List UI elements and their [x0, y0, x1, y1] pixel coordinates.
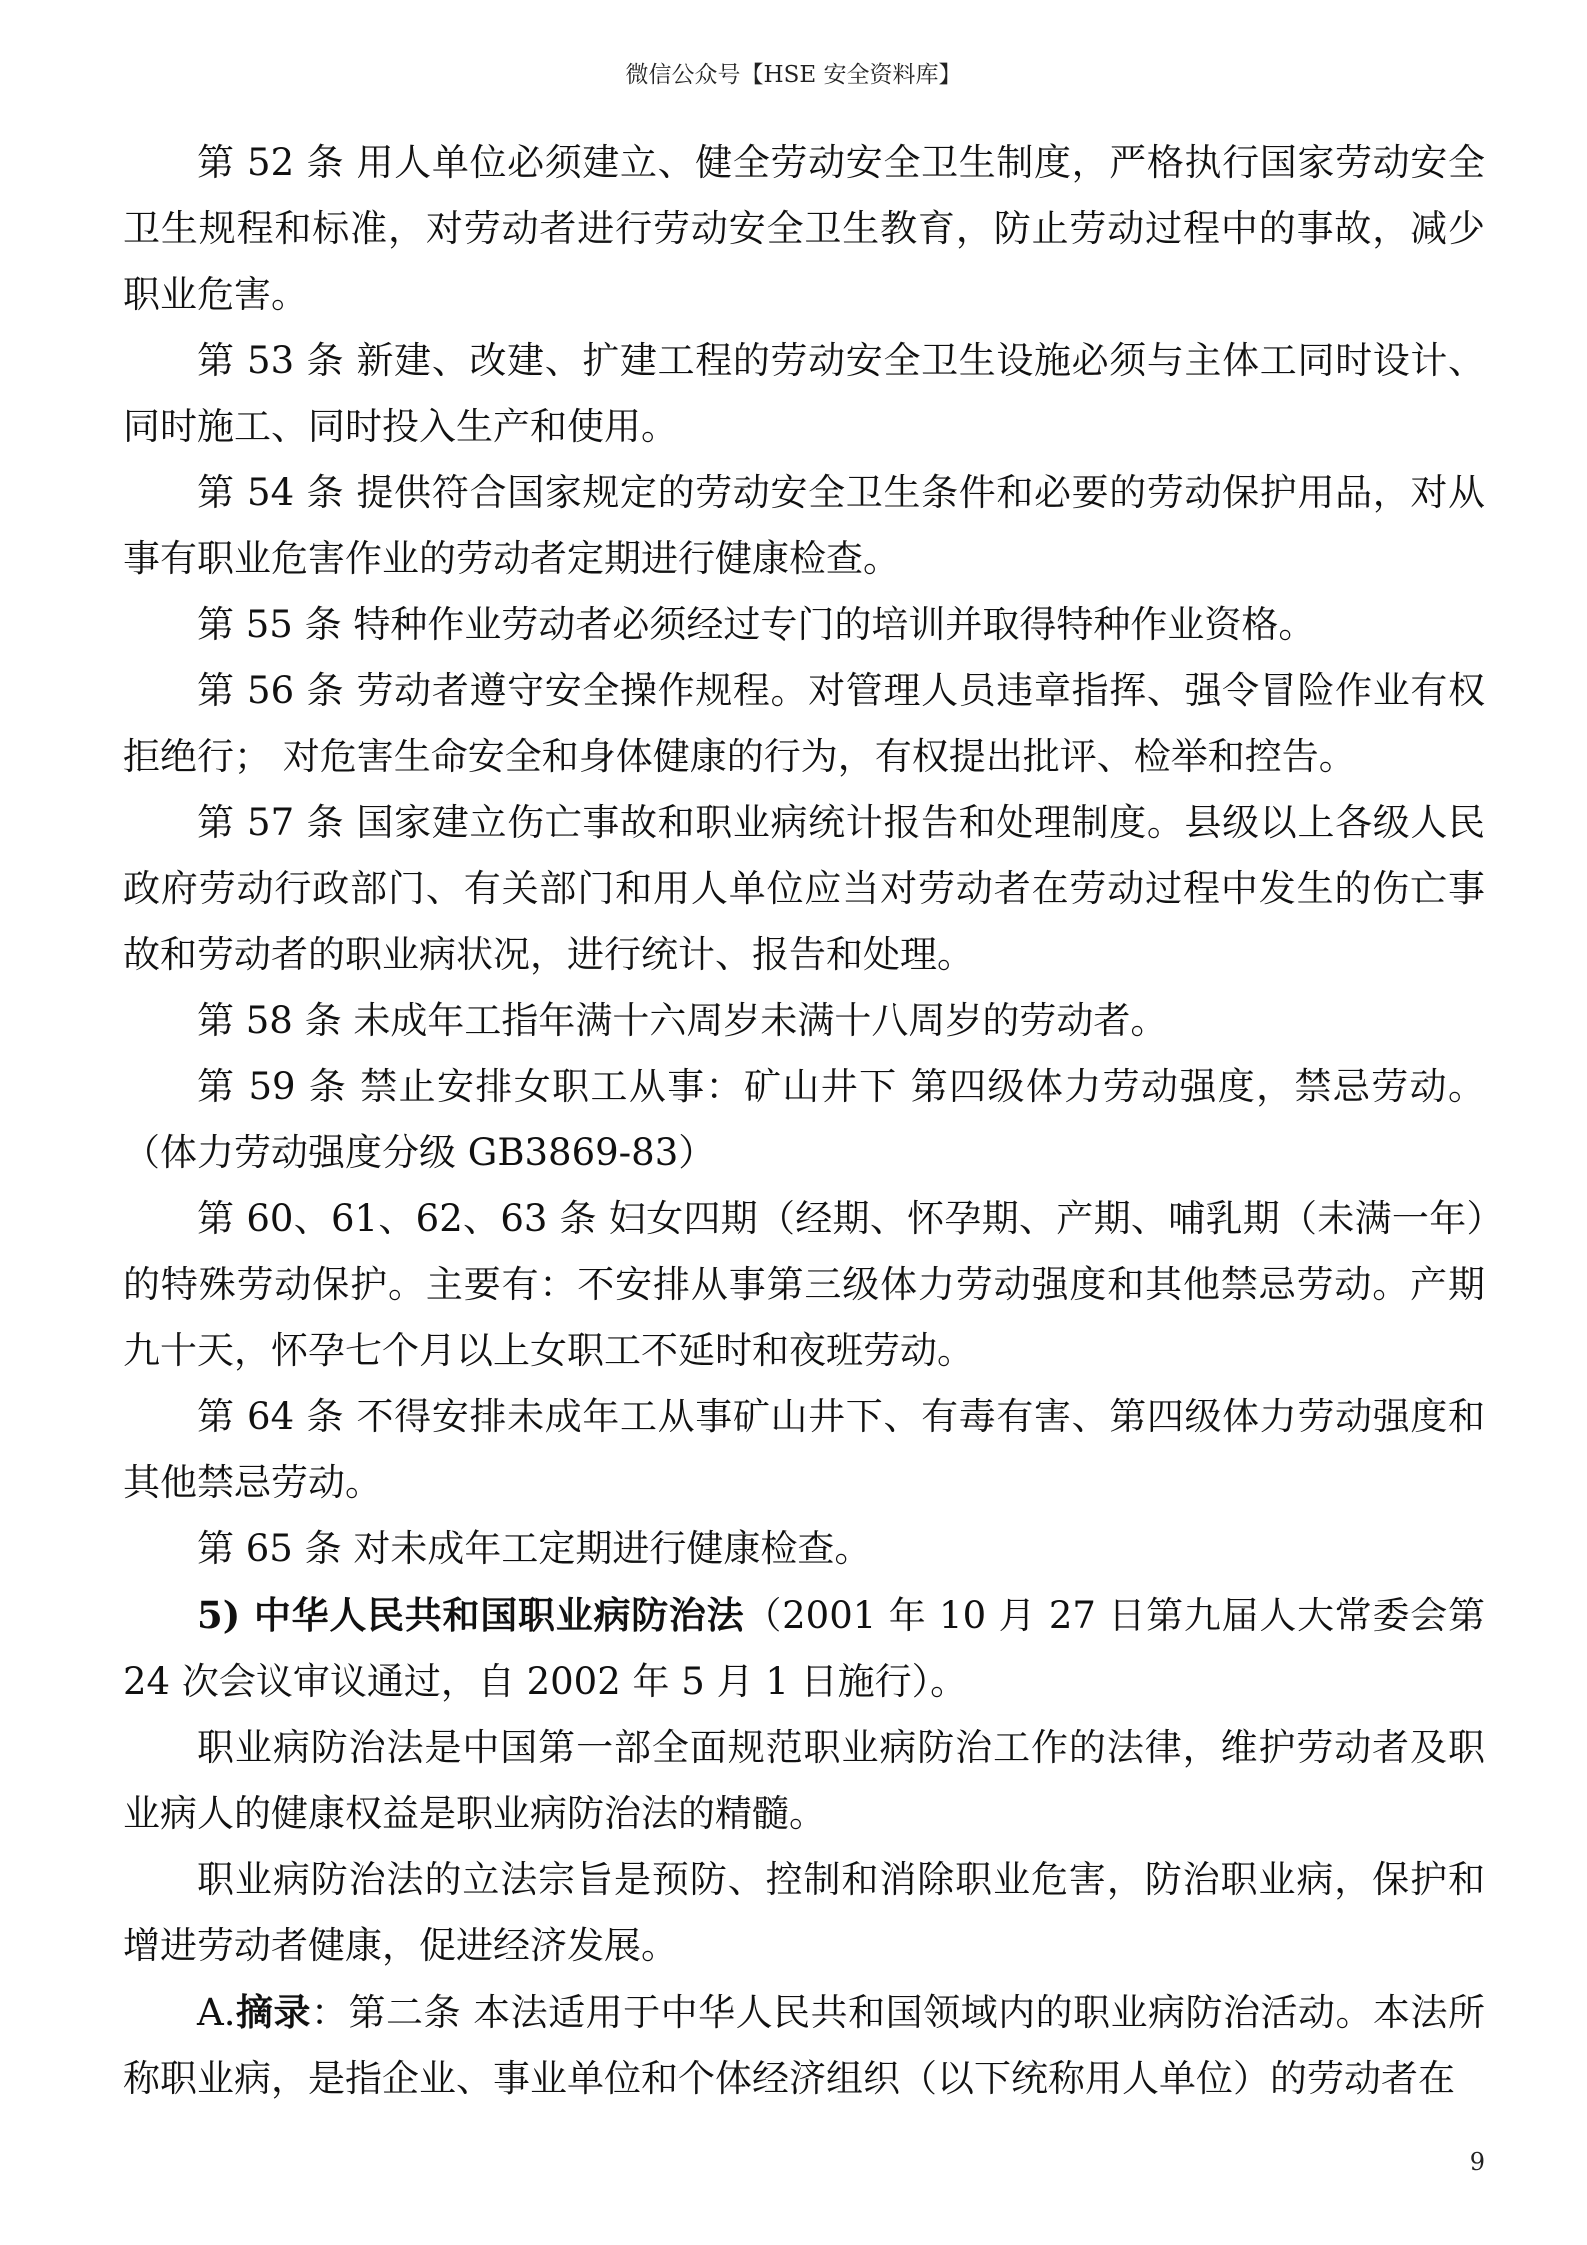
paragraph-text: ：第二条 本法适用于中华人民共和国领域内的职业病防治活动。本法所称职业病，是指企业、事业单位和个体经济组织（以下统称用人单位）的劳动者在 [123, 1991, 1486, 2100]
paragraph-text: 第 54 条 提供符合国家规定的劳动安全卫生条件和必要的劳动保护用品，对从事有职业危害作业的劳动者定期进行健康检查。 [123, 471, 1485, 580]
document-body [123, 130, 1485, 2112]
article-54 [123, 460, 1485, 592]
article-56 [123, 658, 1485, 790]
article-60-63 [123, 1186, 1485, 1384]
paragraph-text: 第 53 条 新建、改建、扩建工程的劳动安全卫生设施必须与主体工同时设计、同时施工、同时投入生产和使用。 [123, 339, 1485, 448]
page-header: 微信公众号【HSE 安全资料库】 [625, 62, 962, 88]
paragraph-text: 第 55 条 特种作业劳动者必须经过专门的培训并取得特种作业资格。 [197, 603, 1316, 646]
article-59 [123, 1054, 1485, 1186]
article-65 [123, 1516, 1485, 1582]
excerpt-paragraph [123, 1979, 1485, 2112]
page-number: 9 [1469, 2148, 1485, 2176]
law-purpose-paragraph [123, 1847, 1485, 1979]
paragraph-text: 第 59 条 禁止安排女职工从事：矿山井下 第四级体力劳动强度，禁忌劳动。（体力劳动强度分级 GB3869-83） [123, 1065, 1485, 1174]
paragraph-text: 第 56 条 劳动者遵守安全操作规程。对管理人员违章指挥、强令冒险作业有权拒绝行； 对危害生命安全和身体健康的行为，有权提出批评、检举和控告。 [123, 669, 1485, 778]
article-64 [123, 1384, 1485, 1516]
article-53 [123, 328, 1485, 460]
article-55 [123, 592, 1485, 658]
paragraph-text: 职业病防治法的立法宗旨是预防、控制和消除职业危害，防治职业病，保护和增进劳动者健康，促进经济发展。 [123, 1858, 1485, 1967]
law-title: 5) 中华人民共和国职业病防治法 [197, 1593, 745, 1637]
paragraph-text: 第 58 条 未成年工指年满十六周岁未满十八周岁的劳动者。 [197, 999, 1168, 1042]
law-heading-paragraph [123, 1582, 1485, 1715]
paragraph-text: 第 52 条 用人单位必须建立、健全劳动安全卫生制度，严格执行国家劳动安全卫生规程和标准，对劳动者进行劳动安全卫生教育，防止劳动过程中的事故，减少职业危害。 [123, 141, 1485, 316]
article-58 [123, 988, 1485, 1054]
law-description-paragraph [123, 1715, 1485, 1847]
article-52 [123, 130, 1485, 328]
excerpt-label: 摘录 [235, 1990, 311, 2034]
paragraph-text: （2001 年 10 月 27 日第九届人大常委会第 24 次会议审议通过，自 2002 年 5 月 1 日施行）。 [123, 1594, 1485, 1703]
paragraph-text: 第 57 条 国家建立伤亡事故和职业病统计报告和处理制度。县级以上各级人民政府劳动行政部门、有关部门和用人单位应当对劳动者在劳动过程中发生的伤亡事故和劳动者的职业病状况，进行统计、报告和处理。 [123, 801, 1485, 976]
paragraph-text: 第 64 条 不得安排未成年工从事矿山井下、有毒有害、第四级体力劳动强度和其他禁忌劳动。 [123, 1395, 1485, 1504]
paragraph-text: 第 65 条 对未成年工定期进行健康检查。 [197, 1527, 872, 1570]
excerpt-prefix: A. [197, 1991, 236, 2034]
paragraph-text: 职业病防治法是中国第一部全面规范职业病防治工作的法律，维护劳动者及职业病人的健康权益是职业病防治法的精髓。 [123, 1726, 1485, 1835]
article-57 [123, 790, 1485, 988]
paragraph-text: 第 60、61、62、63 条 妇女四期（经期、怀孕期、产期、哺乳期（未满一年）的特殊劳动保护。主要有：不安排从事第三级体力劳动强度和其他禁忌劳动。产期九十天，怀孕七个月以上女职工不延时和夜班劳动。 [123, 1197, 1485, 1372]
